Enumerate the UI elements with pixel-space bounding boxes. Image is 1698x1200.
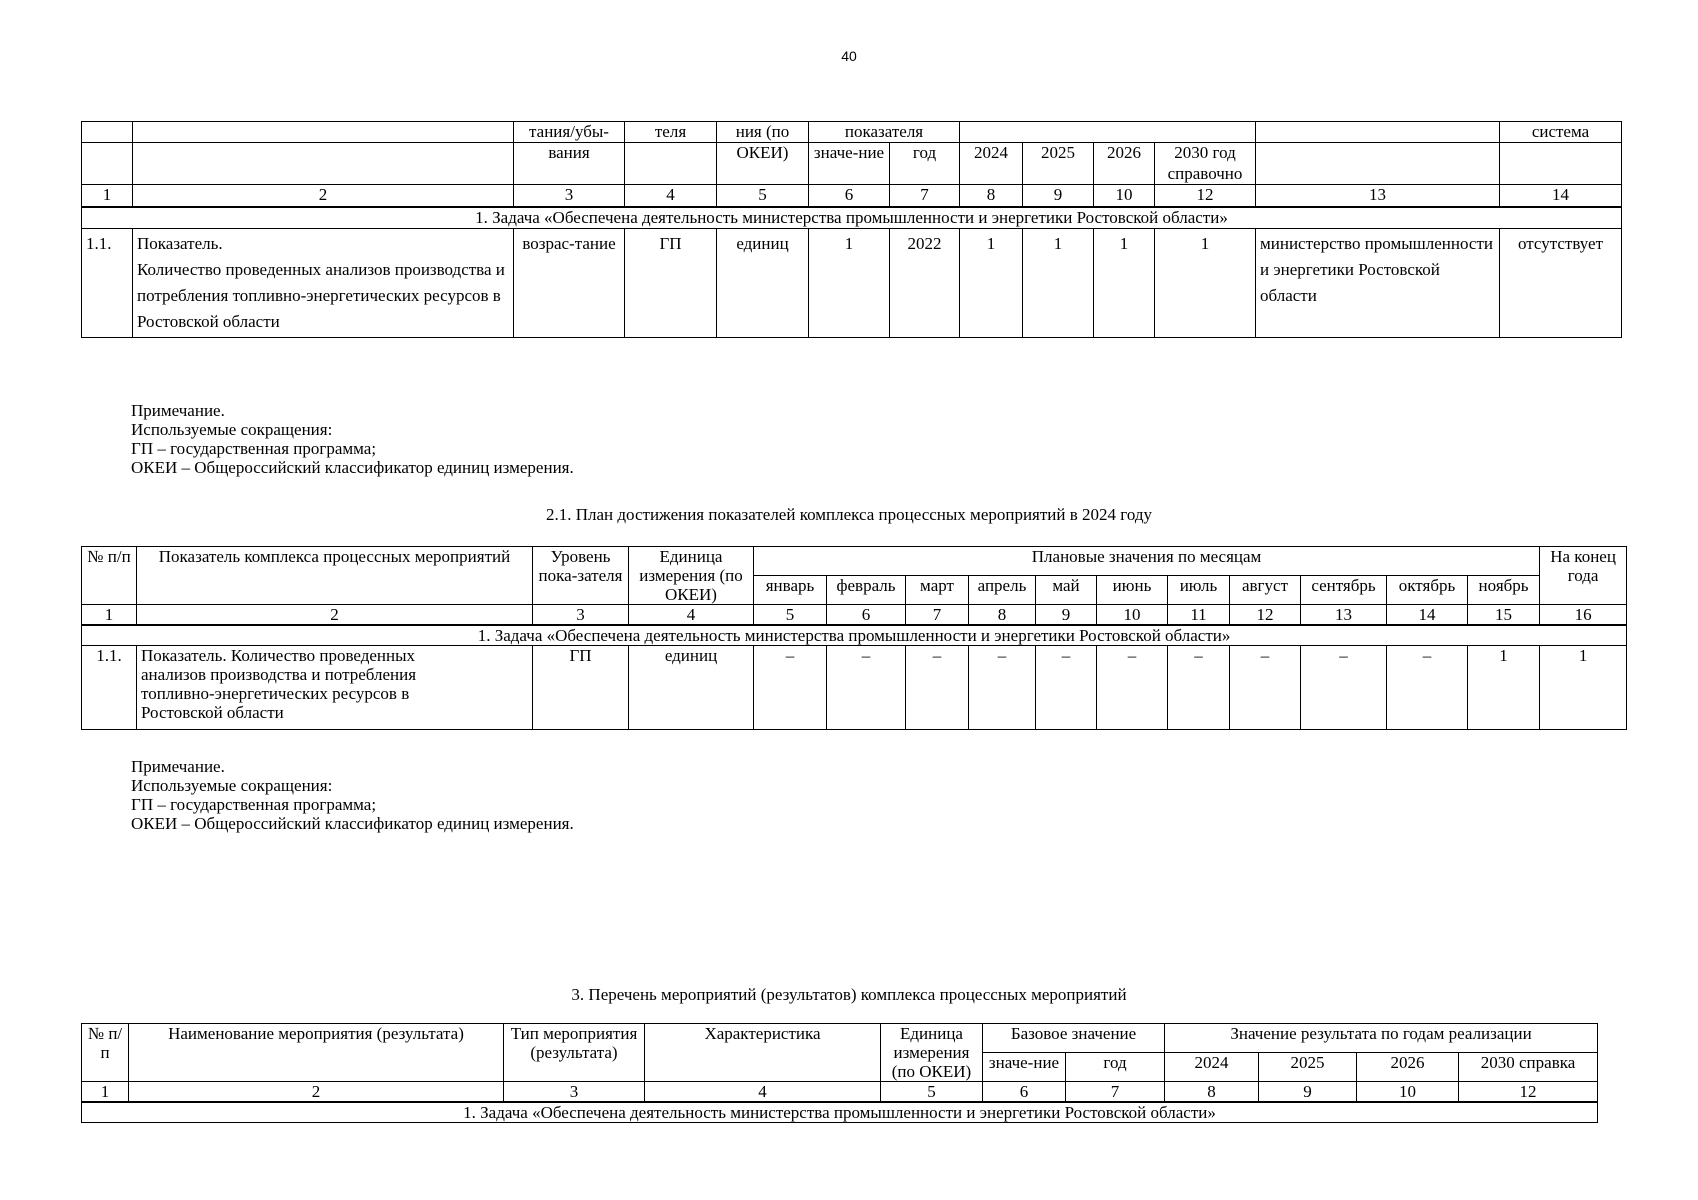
level-cell: ГП xyxy=(625,228,717,337)
column-number: 7 xyxy=(890,185,960,207)
header-year: 2024 xyxy=(1165,1053,1259,1082)
column-number: 8 xyxy=(1165,1082,1259,1103)
header-cell: 2024 xyxy=(960,143,1023,185)
header-cell: вания xyxy=(514,143,625,185)
month-value: – xyxy=(1301,646,1387,730)
column-number: 2 xyxy=(129,1082,504,1103)
header-year: 2030 справка xyxy=(1459,1053,1598,1082)
note-line: ОКЕИ – Общероссийский классификатор единиц измерения. xyxy=(131,458,574,477)
month-value: – xyxy=(969,646,1036,730)
column-number: 12 xyxy=(1155,185,1256,207)
header-year: 2026 xyxy=(1357,1053,1459,1082)
header-month: октябрь xyxy=(1387,576,1468,605)
column-number-row xyxy=(82,605,1627,626)
note-line: Используемые сокращения: xyxy=(131,420,333,439)
month-value: – xyxy=(1230,646,1301,730)
header-month: январь xyxy=(754,576,827,605)
note-title: Примечание. xyxy=(131,401,225,420)
header-month: февраль xyxy=(827,576,906,605)
table-header-row xyxy=(82,143,1622,185)
header-cell xyxy=(625,143,717,185)
row-number: 1.1. xyxy=(82,646,137,730)
header-cell: 2025 xyxy=(1023,143,1094,185)
task-title: 1. Задача «Обеспечена деятельность министерства промышленности и энергетики Ростовской области» xyxy=(82,207,1622,229)
column-number: 4 xyxy=(629,605,754,626)
table-header-row xyxy=(82,1024,1598,1053)
indicator-name: Показатель. Количество проведенных анализов производства и потребления топливно-энергетических ресурсов в Ростовской области xyxy=(137,646,533,730)
header-cell: система xyxy=(1500,122,1622,143)
measures-table xyxy=(81,1023,1598,1123)
column-number: 3 xyxy=(514,185,625,207)
value-2025-cell: 1 xyxy=(1023,228,1094,337)
header-cell: тания/убы- xyxy=(514,122,625,143)
task-row xyxy=(82,625,1627,646)
column-number: 4 xyxy=(625,185,717,207)
column-number: 9 xyxy=(1259,1082,1357,1103)
header-cell: 2030 год справочно xyxy=(1155,143,1256,185)
note-line: ГП – государственная программа; xyxy=(131,795,377,814)
indicator-name-prefix: Показатель. xyxy=(137,233,223,253)
responsible-cell: министерство промышленности и энергетики Ростовской области xyxy=(1256,228,1500,337)
section-title: 3. Перечень мероприятий (результатов) комплекса процессных мероприятий xyxy=(571,985,1127,1004)
column-number: 1 xyxy=(82,185,133,207)
note-line: ГП – государственная программа; xyxy=(131,439,377,458)
column-number: 14 xyxy=(1387,605,1468,626)
system-cell: отсутствует xyxy=(1500,228,1622,337)
column-number: 13 xyxy=(1301,605,1387,626)
header-month: март xyxy=(906,576,969,605)
header-years: Значение результата по годам реализации xyxy=(1165,1024,1598,1053)
header-unit: Единица измерения (по ОКЕИ) xyxy=(629,547,754,605)
header-cell xyxy=(82,122,133,143)
header-no: № п/п xyxy=(82,1024,129,1082)
header-cell xyxy=(82,143,133,185)
indicator-name xyxy=(133,228,514,337)
column-number: 10 xyxy=(1097,605,1168,626)
column-number: 15 xyxy=(1468,605,1540,626)
month-value: 1 xyxy=(1468,646,1540,730)
monthly-plan-table xyxy=(81,546,1627,730)
unit-cell: единиц xyxy=(629,646,754,730)
column-number: 9 xyxy=(1023,185,1094,207)
month-value: – xyxy=(1387,646,1468,730)
header-year: 2025 xyxy=(1259,1053,1357,1082)
header-type: Тип мероприятия (результата) xyxy=(504,1024,645,1082)
task-title: 1. Задача «Обеспечена деятельность министерства промышленности и энергетики Ростовской области» xyxy=(82,1102,1598,1123)
month-value: – xyxy=(1168,646,1230,730)
base-value-cell: 1 xyxy=(809,228,890,337)
column-number: 8 xyxy=(960,185,1023,207)
column-number: 5 xyxy=(754,605,827,626)
header-month: июнь xyxy=(1097,576,1168,605)
header-cell xyxy=(133,143,514,185)
header-characteristic: Характеристика xyxy=(645,1024,881,1082)
table-header-row xyxy=(82,122,1622,143)
header-month: август xyxy=(1230,576,1301,605)
header-name: Наименование мероприятия (результата) xyxy=(129,1024,504,1082)
month-value: – xyxy=(1097,646,1168,730)
month-value: – xyxy=(1036,646,1097,730)
header-level: Уровень пока-зателя xyxy=(533,547,629,605)
column-number: 7 xyxy=(906,605,969,626)
header-cell: значе-ние xyxy=(809,143,890,185)
header-month: сентябрь xyxy=(1301,576,1387,605)
row-number: 1.1. xyxy=(82,228,133,337)
column-number: 6 xyxy=(809,185,890,207)
header-months: Плановые значения по месяцам xyxy=(754,547,1540,576)
note-title: Примечание. xyxy=(131,757,225,776)
value-2024-cell: 1 xyxy=(960,228,1023,337)
header-month: июль xyxy=(1168,576,1230,605)
column-number: 14 xyxy=(1500,185,1622,207)
column-number: 5 xyxy=(717,185,809,207)
header-base-value: значе-ние xyxy=(983,1053,1066,1082)
header-cell: ОКЕИ) xyxy=(717,143,809,185)
header-unit: Единица измерения (по ОКЕИ) xyxy=(881,1024,983,1082)
header-cell: год xyxy=(890,143,960,185)
header-cell xyxy=(1256,122,1500,143)
note-line: ОКЕИ – Общероссийский классификатор единиц измерения. xyxy=(131,814,574,833)
column-number: 1 xyxy=(82,1082,129,1103)
table-header-row xyxy=(82,547,1627,576)
task-title: 1. Задача «Обеспечена деятельность министерства промышленности и энергетики Ростовской области» xyxy=(82,625,1627,646)
column-number: 2 xyxy=(137,605,533,626)
column-number: 3 xyxy=(504,1082,645,1103)
column-number: 6 xyxy=(827,605,906,626)
month-value: – xyxy=(906,646,969,730)
header-month: май xyxy=(1036,576,1097,605)
dynamics-cell: возрас-тание xyxy=(514,228,625,337)
value-2026-cell: 1 xyxy=(1094,228,1155,337)
header-cell: теля xyxy=(625,122,717,143)
header-cell: показателя xyxy=(809,122,960,143)
column-number-row xyxy=(82,1082,1598,1103)
column-number: 10 xyxy=(1357,1082,1459,1103)
column-number-row xyxy=(82,185,1622,207)
month-value: – xyxy=(754,646,827,730)
header-base: Базовое значение xyxy=(983,1024,1165,1053)
note-block xyxy=(131,757,574,833)
header-end-of-year: На конец года xyxy=(1540,547,1627,605)
column-number: 6 xyxy=(983,1082,1066,1103)
month-value: – xyxy=(827,646,906,730)
header-cell xyxy=(133,122,514,143)
indicators-table xyxy=(81,121,1622,338)
level-cell: ГП xyxy=(533,646,629,730)
column-number: 11 xyxy=(1168,605,1230,626)
column-number: 13 xyxy=(1256,185,1500,207)
column-number: 16 xyxy=(1540,605,1627,626)
header-no: № п/п xyxy=(82,547,137,605)
column-number: 1 xyxy=(82,605,137,626)
indicator-name-text: Количество проведенных анализов производства и потребления топливно-энергетических ресурсов в Ростовской области xyxy=(137,259,505,331)
column-number: 4 xyxy=(645,1082,881,1103)
column-number: 3 xyxy=(533,605,629,626)
header-cell xyxy=(1500,143,1622,185)
header-cell xyxy=(1256,143,1500,185)
table-row xyxy=(82,646,1627,730)
header-cell: 2026 xyxy=(1094,143,1155,185)
column-number: 2 xyxy=(133,185,514,207)
column-number: 9 xyxy=(1036,605,1097,626)
section-title: 2.1. План достижения показателей комплекса процессных мероприятий в 2024 году xyxy=(546,505,1152,524)
column-number: 8 xyxy=(969,605,1036,626)
page-number: 40 xyxy=(841,48,857,64)
note-block xyxy=(131,401,574,477)
header-month: апрель xyxy=(969,576,1036,605)
unit-cell: единиц xyxy=(717,228,809,337)
column-number: 7 xyxy=(1066,1082,1165,1103)
task-row xyxy=(82,1102,1598,1123)
header-month: ноябрь xyxy=(1468,576,1540,605)
column-number: 12 xyxy=(1230,605,1301,626)
table-row xyxy=(82,228,1622,337)
note-line: Используемые сокращения: xyxy=(131,776,333,795)
column-number: 12 xyxy=(1459,1082,1598,1103)
header-name: Показатель комплекса процессных мероприятий xyxy=(137,547,533,605)
column-number: 5 xyxy=(881,1082,983,1103)
task-row xyxy=(82,207,1622,229)
header-cell: ния (по xyxy=(717,122,809,143)
header-cell xyxy=(960,122,1256,143)
header-base-year: год xyxy=(1066,1053,1165,1082)
column-number: 10 xyxy=(1094,185,1155,207)
base-year-cell: 2022 xyxy=(890,228,960,337)
value-2030-cell: 1 xyxy=(1155,228,1256,337)
end-of-year-value: 1 xyxy=(1540,646,1627,730)
